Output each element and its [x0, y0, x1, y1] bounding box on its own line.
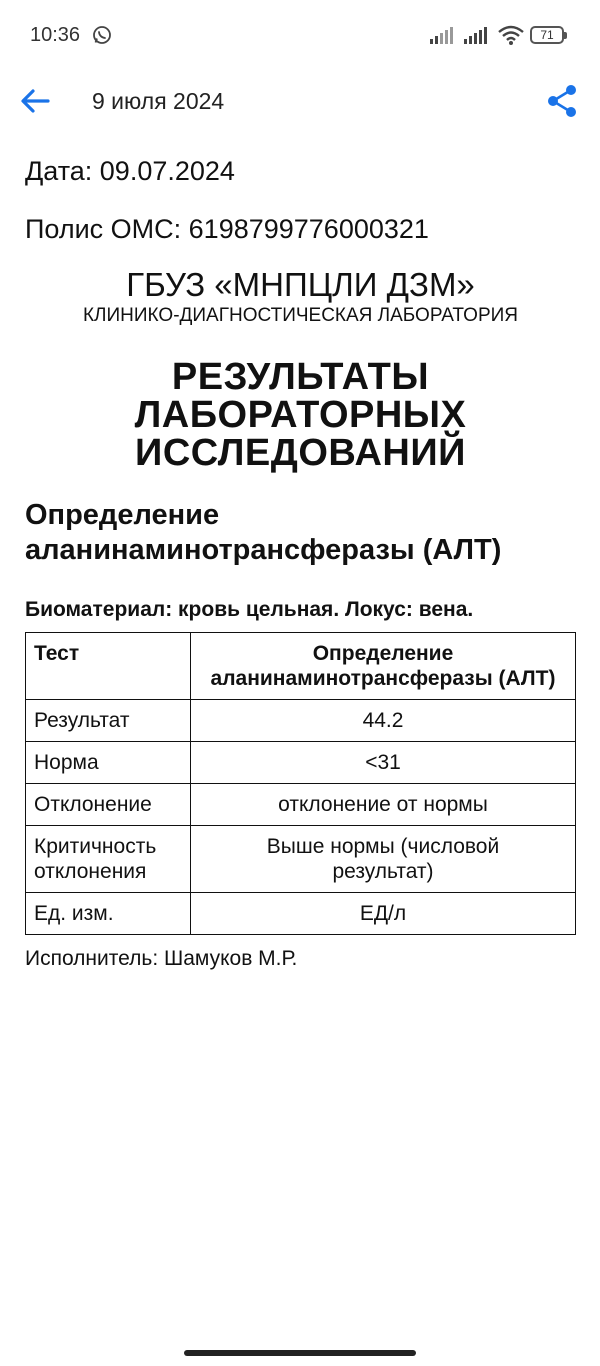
row-label-line: Критичность	[34, 835, 157, 858]
test-title-line: Определение	[25, 499, 220, 531]
row-label	[26, 826, 191, 893]
gesture-nav-bar[interactable]	[184, 1350, 416, 1356]
test-title	[25, 498, 576, 568]
report-title-line: РЕЗУЛЬТАТЫ	[171, 356, 430, 398]
status-time: 10:36	[30, 24, 81, 46]
row-label: Результат	[26, 700, 191, 742]
policy-number: Полис ОМС: 6198799776000321	[25, 214, 429, 244]
row-label: Отклонение	[26, 784, 191, 826]
table-row	[26, 826, 576, 893]
report-title-line: ЛАБОРАТОРНЫХ	[134, 394, 467, 436]
report-title	[25, 358, 576, 472]
row-value-line: Выше нормы (числовой	[266, 835, 500, 858]
share-icon[interactable]	[546, 84, 578, 118]
status-icons	[430, 25, 564, 45]
row-value: ЕД/л	[191, 893, 576, 935]
row-value: 44.2	[191, 700, 576, 742]
table-row	[26, 784, 576, 826]
status-bar	[0, 0, 600, 72]
row-label: Норма	[26, 742, 191, 784]
whatsapp-icon	[92, 25, 112, 45]
column-header-test-name	[191, 633, 576, 700]
table-row	[26, 700, 576, 742]
row-label: Ед. изм.	[26, 893, 191, 935]
battery-icon	[530, 26, 564, 44]
table-row	[26, 742, 576, 784]
signal-icon	[464, 26, 492, 44]
column-header-test: Тест	[26, 633, 191, 700]
organization-subtitle: КЛИНИКО-ДИАГНОСТИЧЕСКАЯ ЛАБОРАТОРИЯ	[82, 305, 518, 326]
lab-report	[25, 150, 576, 973]
battery-level: 71	[540, 28, 554, 42]
row-value: <31	[191, 742, 576, 784]
row-label-line: отклонения	[34, 860, 147, 883]
biomaterial-info: Биоматериал: кровь цельная. Локус: вена.	[25, 598, 474, 621]
header-line: аланинаминотрансферазы (АЛТ)	[210, 667, 556, 690]
page-title: 9 июля 2024	[92, 88, 225, 114]
results-table	[25, 632, 576, 935]
table-header-row	[26, 633, 576, 700]
row-value	[191, 826, 576, 893]
header-line: Определение	[312, 642, 454, 665]
signal-icon	[430, 26, 458, 44]
test-title-line: аланинаминотрансферазы (АЛТ)	[25, 534, 502, 566]
report-date: Дата: 09.07.2024	[25, 156, 235, 186]
app-bar	[0, 72, 600, 130]
row-value: отклонение от нормы	[191, 784, 576, 826]
executor: Исполнитель: Шамуков М.Р.	[25, 947, 298, 970]
table-row	[26, 893, 576, 935]
organization-name: ГБУЗ «МНПЦЛИ ДЗМ»	[126, 266, 475, 303]
report-title-line: ИССЛЕДОВАНИЙ	[135, 432, 466, 474]
wifi-icon	[498, 25, 524, 45]
row-value-line: результат)	[332, 860, 434, 883]
back-arrow-icon[interactable]	[18, 84, 52, 118]
